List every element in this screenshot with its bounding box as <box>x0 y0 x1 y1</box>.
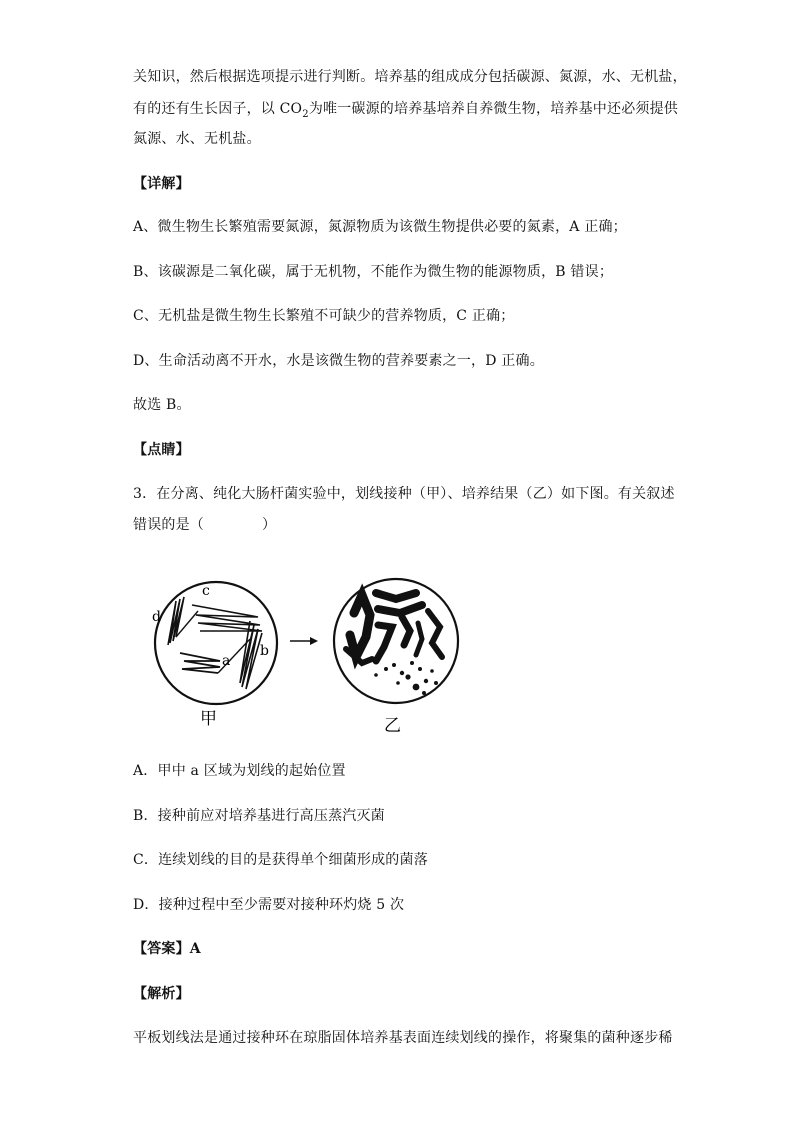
colony-mass-c2 <box>378 605 422 613</box>
question-line-2-pre: 错误的是（ <box>133 517 204 533</box>
detail-option-d: D、生命活动离不开水，水是该微生物的营养要素之一，D 正确。 <box>133 353 544 369</box>
detail-conclusion: 故选 B。 <box>133 397 191 413</box>
zone-label-a: a <box>222 653 231 669</box>
intro-line-3: 氮源、水、无机盐。 <box>133 131 261 147</box>
zone-label-d: d <box>152 609 161 625</box>
colony-dot <box>430 669 434 673</box>
arrow-icon <box>310 637 318 645</box>
option-d: D．接种过程中至少需要对接种环灼烧 5 次 <box>133 897 405 913</box>
colony-mass-b <box>428 611 442 657</box>
colony-mass-c1 <box>376 593 416 599</box>
option-b: B．接种前应对培养基进行高压蒸汽灭菌 <box>133 808 385 824</box>
streak-zone-d <box>168 597 184 645</box>
colony-mass-c3 <box>402 617 410 645</box>
zone-label-c: c <box>202 583 210 599</box>
colony-dot <box>374 673 378 677</box>
colony-mass-d <box>350 595 370 657</box>
colony-mass-b2 <box>416 623 422 655</box>
colony-dot <box>422 691 426 695</box>
colony-dot <box>418 667 422 671</box>
intro-line-2 <box>133 98 679 126</box>
figure-label-right: 乙 <box>384 716 401 736</box>
colony-dot <box>400 671 404 675</box>
detail-heading: 【详解】 <box>133 176 190 192</box>
detail-option-b: B、该碳源是二氧化碳，属于无机物，不能作为微生物的能源物质，B 错误； <box>133 264 614 280</box>
colony-dot <box>384 667 388 671</box>
co2-subscript: 2 <box>302 108 309 120</box>
streak-plate-diagram <box>140 565 480 745</box>
colony-dot <box>405 674 410 679</box>
option-a: A．甲中 a 区域为划线的起始位置 <box>133 763 346 779</box>
streak-zone-c <box>192 605 262 631</box>
colony-mass-a <box>376 625 392 661</box>
zone-label-b: b <box>260 643 269 659</box>
detail-option-c: C、无机盐是微生物生长繁殖不可缺少的营养物质，C 正确； <box>133 308 515 324</box>
option-c: C．连续划线的目的是获得单个细菌形成的菌落 <box>133 852 428 868</box>
streak-plate-figure <box>140 565 480 745</box>
isolated-colonies <box>374 661 438 695</box>
colony-dot <box>396 681 400 685</box>
question-line-2 <box>133 514 662 536</box>
streak-zone-a <box>180 653 220 673</box>
intro-line-2-pre: 有的还有生长因子，以 CO <box>133 101 303 117</box>
intro-line-1: 关知识，然后根据选项提示进行判断。培养基的组成成分包括碳源、氮源，水、无机盐， <box>133 69 687 85</box>
question-line-1: 3．在分离、纯化大肠杆菌实验中，划线接种（甲）、培养结果（乙）如下图。有关叙述 <box>133 486 675 502</box>
detail-option-a: A、微生物生长繁殖需要氮源，氮源物质为该微生物提供必要的氮素，A 正确； <box>133 219 627 235</box>
analysis-heading: 【解析】 <box>133 986 190 1002</box>
colony-dot <box>434 681 438 685</box>
figure-label-left: 甲 <box>200 709 217 729</box>
colony-dot <box>410 661 414 665</box>
intro-line-2-post: 为唯一碳源的培养基培养自养微生物，培养基中还必须提供 <box>308 101 679 117</box>
answer-line: 【答案】A <box>133 941 201 957</box>
colony-dot <box>392 663 396 667</box>
colony-dot <box>424 679 428 683</box>
colony-growth <box>346 593 442 663</box>
tip-heading: 【点睛】 <box>133 442 190 458</box>
question-line-2-post: ） <box>262 517 277 533</box>
colony-dot <box>413 684 420 691</box>
analysis-line-1: 平板划线法是通过接种环在琼脂固体培养基表面连续划线的操作，将聚集的菌种逐步稀 <box>133 1030 673 1046</box>
